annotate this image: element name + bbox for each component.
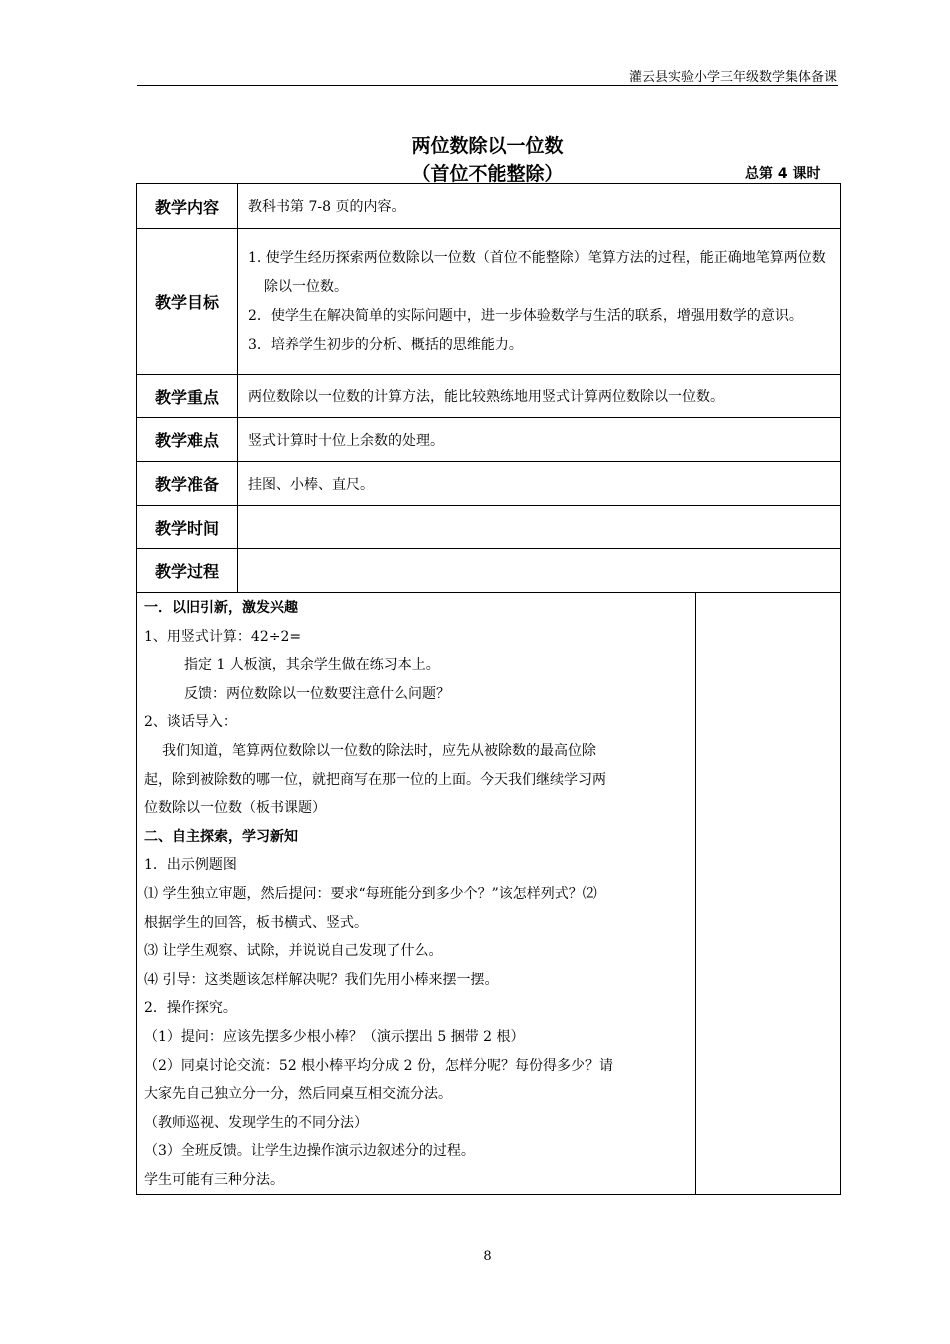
goal-item: 1. 使学生经历探索两位数除以一位数（首位不能整除）笔算方法的过程，能正确地笔算两位数除以一位数。 bbox=[248, 249, 826, 295]
header-rule bbox=[137, 85, 838, 86]
row-process bbox=[137, 549, 841, 593]
process-line: 位数除以一位数（板书课题） bbox=[144, 800, 326, 817]
value-prep: 挂图、小棒、直尺。 bbox=[238, 462, 841, 506]
row-goals bbox=[137, 229, 841, 375]
label-process: 教学过程 bbox=[137, 549, 238, 593]
value-time bbox=[238, 506, 841, 549]
row-content bbox=[137, 184, 841, 229]
label-goals: 教学目标 bbox=[137, 229, 238, 375]
process-line: （教师巡视、发现学生的不同分法） bbox=[144, 1114, 368, 1131]
label-prep: 教学准备 bbox=[137, 462, 238, 506]
process-line: （1）提问：应该先摆多少根小棒？（演示摆出 5 捆带 2 根） bbox=[144, 1028, 525, 1045]
process-section bbox=[136, 592, 841, 1195]
process-line: 1、用竖式计算：42÷2= bbox=[144, 628, 302, 645]
process-line: 大家先自己独立分一分，然后同桌互相交流分法。 bbox=[144, 1086, 452, 1103]
header-text: 灌云县实验小学三年级数学集体备课 bbox=[628, 70, 837, 85]
label-difficult: 教学难点 bbox=[137, 418, 238, 462]
label-time: 教学时间 bbox=[137, 506, 238, 549]
section-heading: 二、自主探索，学习新知 bbox=[144, 828, 298, 845]
row-key bbox=[137, 375, 841, 418]
process-line: 1．出示例题图 bbox=[144, 857, 237, 874]
process-line: 2、谈话导入： bbox=[144, 714, 237, 731]
process-line: 我们知道，笔算两位数除以一位数的除法时，应先从被除数的最高位除 bbox=[162, 742, 596, 759]
lesson-number: 总第 4 课时 bbox=[745, 166, 821, 182]
process-line: 指定 1 人板演，其余学生做在练习本上。 bbox=[184, 657, 440, 674]
value-content: 教科书第 7-8 页的内容。 bbox=[238, 184, 841, 229]
process-text bbox=[144, 594, 692, 1194]
process-line: ⑴ 学生独立审题，然后提问：要求“每班能分到多少个？”该怎样列式？⑵ bbox=[144, 885, 597, 902]
process-line: 起，除到被除数的哪一位，就把商写在那一位的上面。今天我们继续学习两 bbox=[144, 771, 606, 788]
process-line: （3）全班反馈。让学生边操作演示边叙述分的过程。 bbox=[144, 1143, 475, 1160]
lesson-title: 两位数除以一位数 bbox=[411, 135, 564, 157]
label-content: 教学内容 bbox=[137, 184, 238, 229]
row-time bbox=[137, 506, 841, 549]
process-line: 2．操作探究。 bbox=[144, 1000, 237, 1017]
process-line: （2）同桌讨论交流：52 根小棒平均分成 2 份，怎样分呢？每份得多少？请 bbox=[144, 1057, 613, 1074]
process-line: 反馈：两位数除以一位数要注意什么问题？ bbox=[184, 685, 450, 702]
process-line: ⑷ 引导：这类题该怎样解决呢？我们先用小棒来摆一摆。 bbox=[144, 971, 499, 988]
value-difficult: 竖式计算时十位上余数的处理。 bbox=[238, 418, 841, 462]
goal-item: 3．培养学生初步的分析、概括的思维能力。 bbox=[248, 336, 523, 353]
process-line: 学生可能有三种分法。 bbox=[144, 1171, 284, 1188]
process-line: 根据学生的回答，板书横式、竖式。 bbox=[144, 914, 368, 931]
value-process bbox=[238, 549, 841, 593]
row-difficult bbox=[137, 418, 841, 462]
row-prep bbox=[137, 462, 841, 506]
column-divider bbox=[695, 592, 696, 1194]
goal-item: 2．使学生在解决简单的实际问题中，进一步体验数学与生活的联系，增强用数学的意识。 bbox=[248, 307, 803, 324]
lesson-plan-table bbox=[136, 183, 841, 593]
process-line: ⑶ 让学生观察、试除，并说说自己发现了什么。 bbox=[144, 943, 443, 960]
page-number: 8 bbox=[483, 1249, 492, 1264]
section-heading: 一．以旧引新，激发兴趣 bbox=[144, 600, 298, 616]
lesson-subtitle: （首位不能整除） bbox=[411, 163, 564, 185]
value-goals bbox=[238, 229, 841, 375]
label-key: 教学重点 bbox=[137, 375, 238, 418]
value-key: 两位数除以一位数的计算方法，能比较熟练地用竖式计算两位数除以一位数。 bbox=[238, 375, 841, 418]
